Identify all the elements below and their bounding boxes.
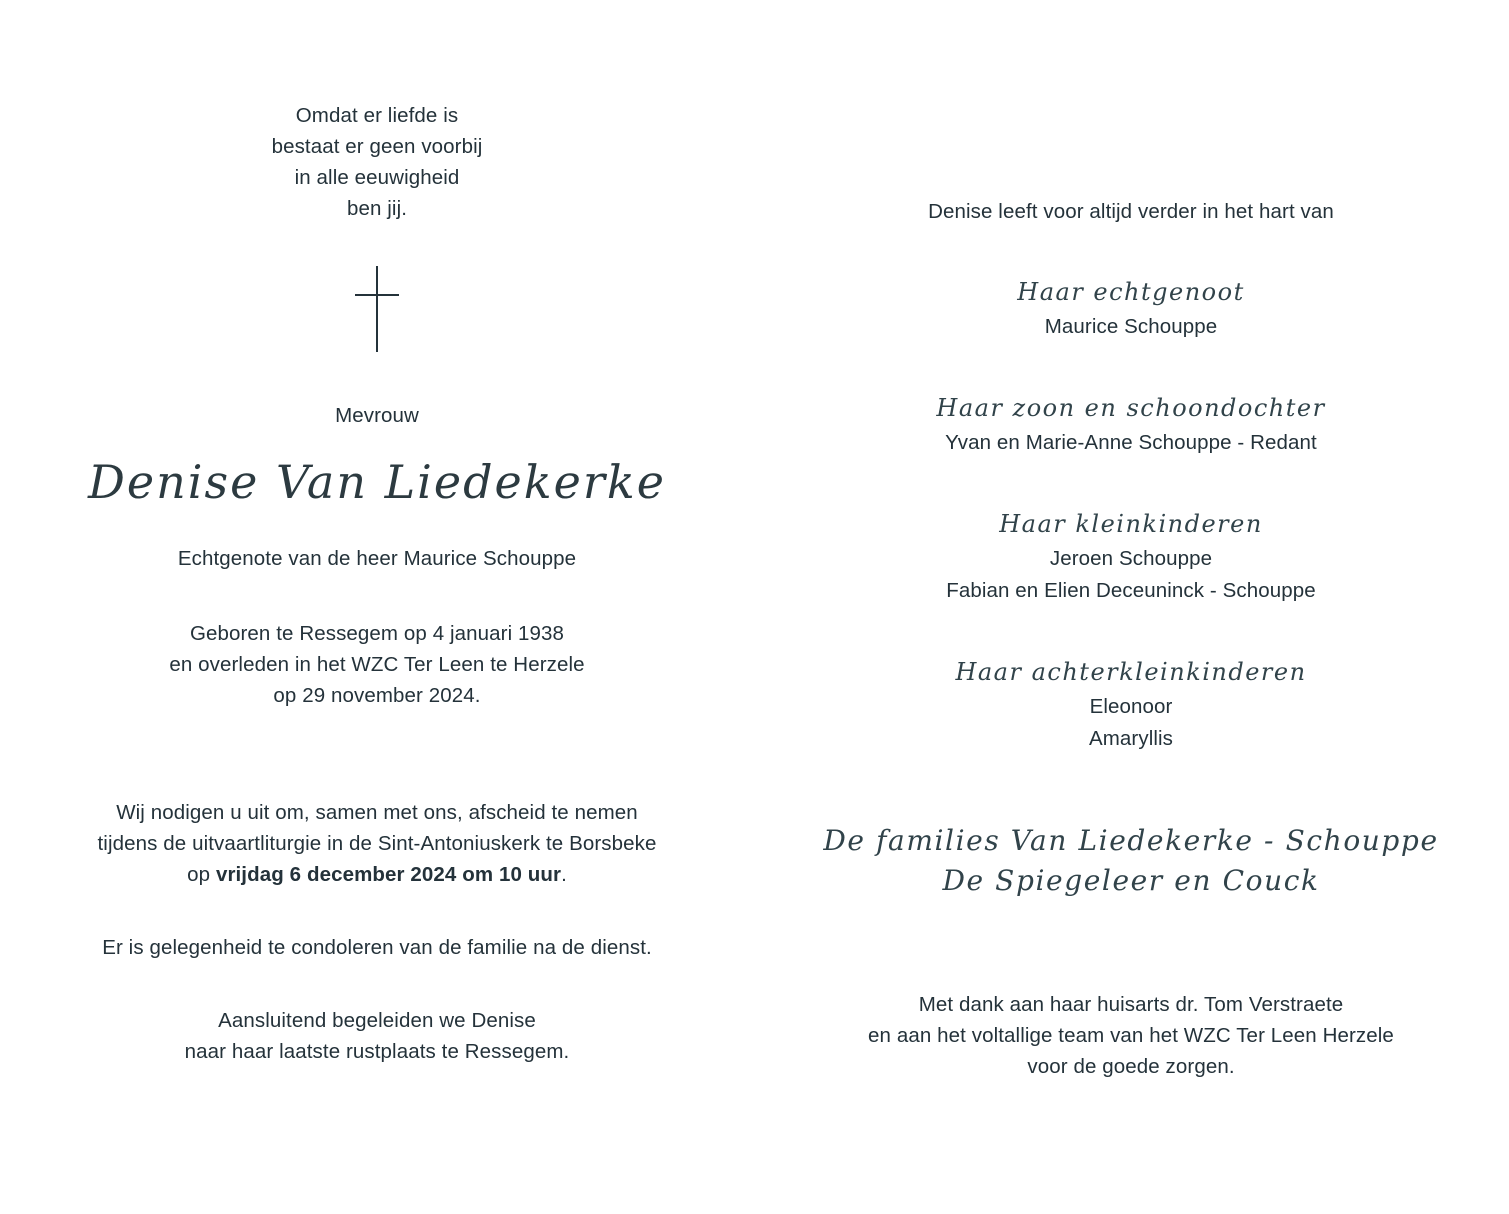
burial-line-2: naar haar laatste rustplaats te Ressegem. (184, 1040, 570, 1063)
families-line (754, 821, 1508, 901)
invitation-datetime: vrijdag 6 december 2024 om 10 uur (215, 863, 562, 886)
group-names (754, 311, 1508, 343)
survivor-group-grandchildren (754, 511, 1508, 607)
survivors-intro: Denise leeft voor altijd verder in het hart van (928, 200, 1334, 223)
survivor-name: Eleonoor (1089, 695, 1173, 718)
group-title: Haar echtgenoot (1017, 278, 1245, 306)
death-date-line: op 29 november 2024. (273, 684, 481, 707)
thanks-line-3: voor de goede zorgen. (1027, 1055, 1235, 1078)
group-title: Haar zoon en schoondochter (936, 394, 1326, 422)
group-names (754, 427, 1508, 459)
poem-line: in alle eeuwigheid (294, 166, 460, 189)
spouse-line: Echtgenote van de heer Maurice Schouppe (177, 547, 577, 570)
poem-line: ben jij. (346, 197, 408, 220)
left-page (0, 0, 754, 1214)
survivor-name: Yvan en Marie-Anne Schouppe - Redant (945, 431, 1317, 454)
families-line-1: De families Van Liedekerke - Schouppe (823, 824, 1439, 857)
families-line-2: De Spiegeleer en Couck (942, 864, 1320, 897)
thanks-line-2: en aan het voltallige team van het WZC Ter Leen Herzele (868, 1024, 1394, 1047)
burial-line-1: Aansluitend begeleiden we Denise (218, 1009, 536, 1032)
birth-death-details (0, 618, 754, 711)
survivor-group-son-daughterinlaw (754, 395, 1508, 459)
survivor-name: Jeroen Schouppe (1049, 547, 1213, 570)
group-title: Haar kleinkinderen (999, 510, 1263, 538)
invitation-prefix: op (187, 863, 216, 886)
condolence-note: Er is gelegenheid te condoleren van de familie na de dienst. (102, 936, 652, 959)
poem-line: bestaat er geen voorbij (271, 135, 483, 158)
invitation-line-2: tijdens de uitvaartliturgie in de Sint-Antoniuskerk te Borsbeke (97, 832, 657, 855)
cross-horizontal-bar (355, 294, 399, 296)
group-names (754, 691, 1508, 755)
cross-vertical-bar (376, 266, 378, 352)
birth-line: Geboren te Ressegem op 4 januari 1938 (189, 622, 565, 645)
survivor-name: Fabian en Elien Deceuninck - Schouppe (946, 579, 1316, 602)
invitation (0, 797, 754, 890)
invitation-suffix: . (561, 863, 567, 886)
poem-line: Omdat er liefde is (295, 104, 459, 127)
poem (167, 100, 587, 224)
right-page (754, 0, 1508, 1214)
burial-note (0, 1005, 754, 1067)
survivor-name: Maurice Schouppe (1044, 315, 1218, 338)
survivor-name: Amaryllis (1088, 727, 1174, 750)
cross-icon-wrapper (0, 266, 754, 356)
thanks-line-1: Met dank aan haar huisarts dr. Tom Verstraete (918, 993, 1344, 1016)
death-line: en overleden in het WZC Ter Leen te Herzele (169, 653, 585, 676)
survivor-group-spouse (754, 279, 1508, 343)
cross-icon (355, 266, 399, 352)
group-names (754, 543, 1508, 607)
group-title: Haar achterkleinkinderen (955, 658, 1307, 686)
deceased-name: Denise Van Liedekerke (88, 455, 666, 509)
invitation-line-1: Wij nodigen u uit om, samen met ons, afscheid te nemen (116, 801, 638, 824)
invitation-line-3 (0, 859, 754, 890)
salutation: Mevrouw (335, 404, 419, 427)
thanks-note (754, 989, 1508, 1082)
survivor-group-greatgrandchildren (754, 659, 1508, 755)
